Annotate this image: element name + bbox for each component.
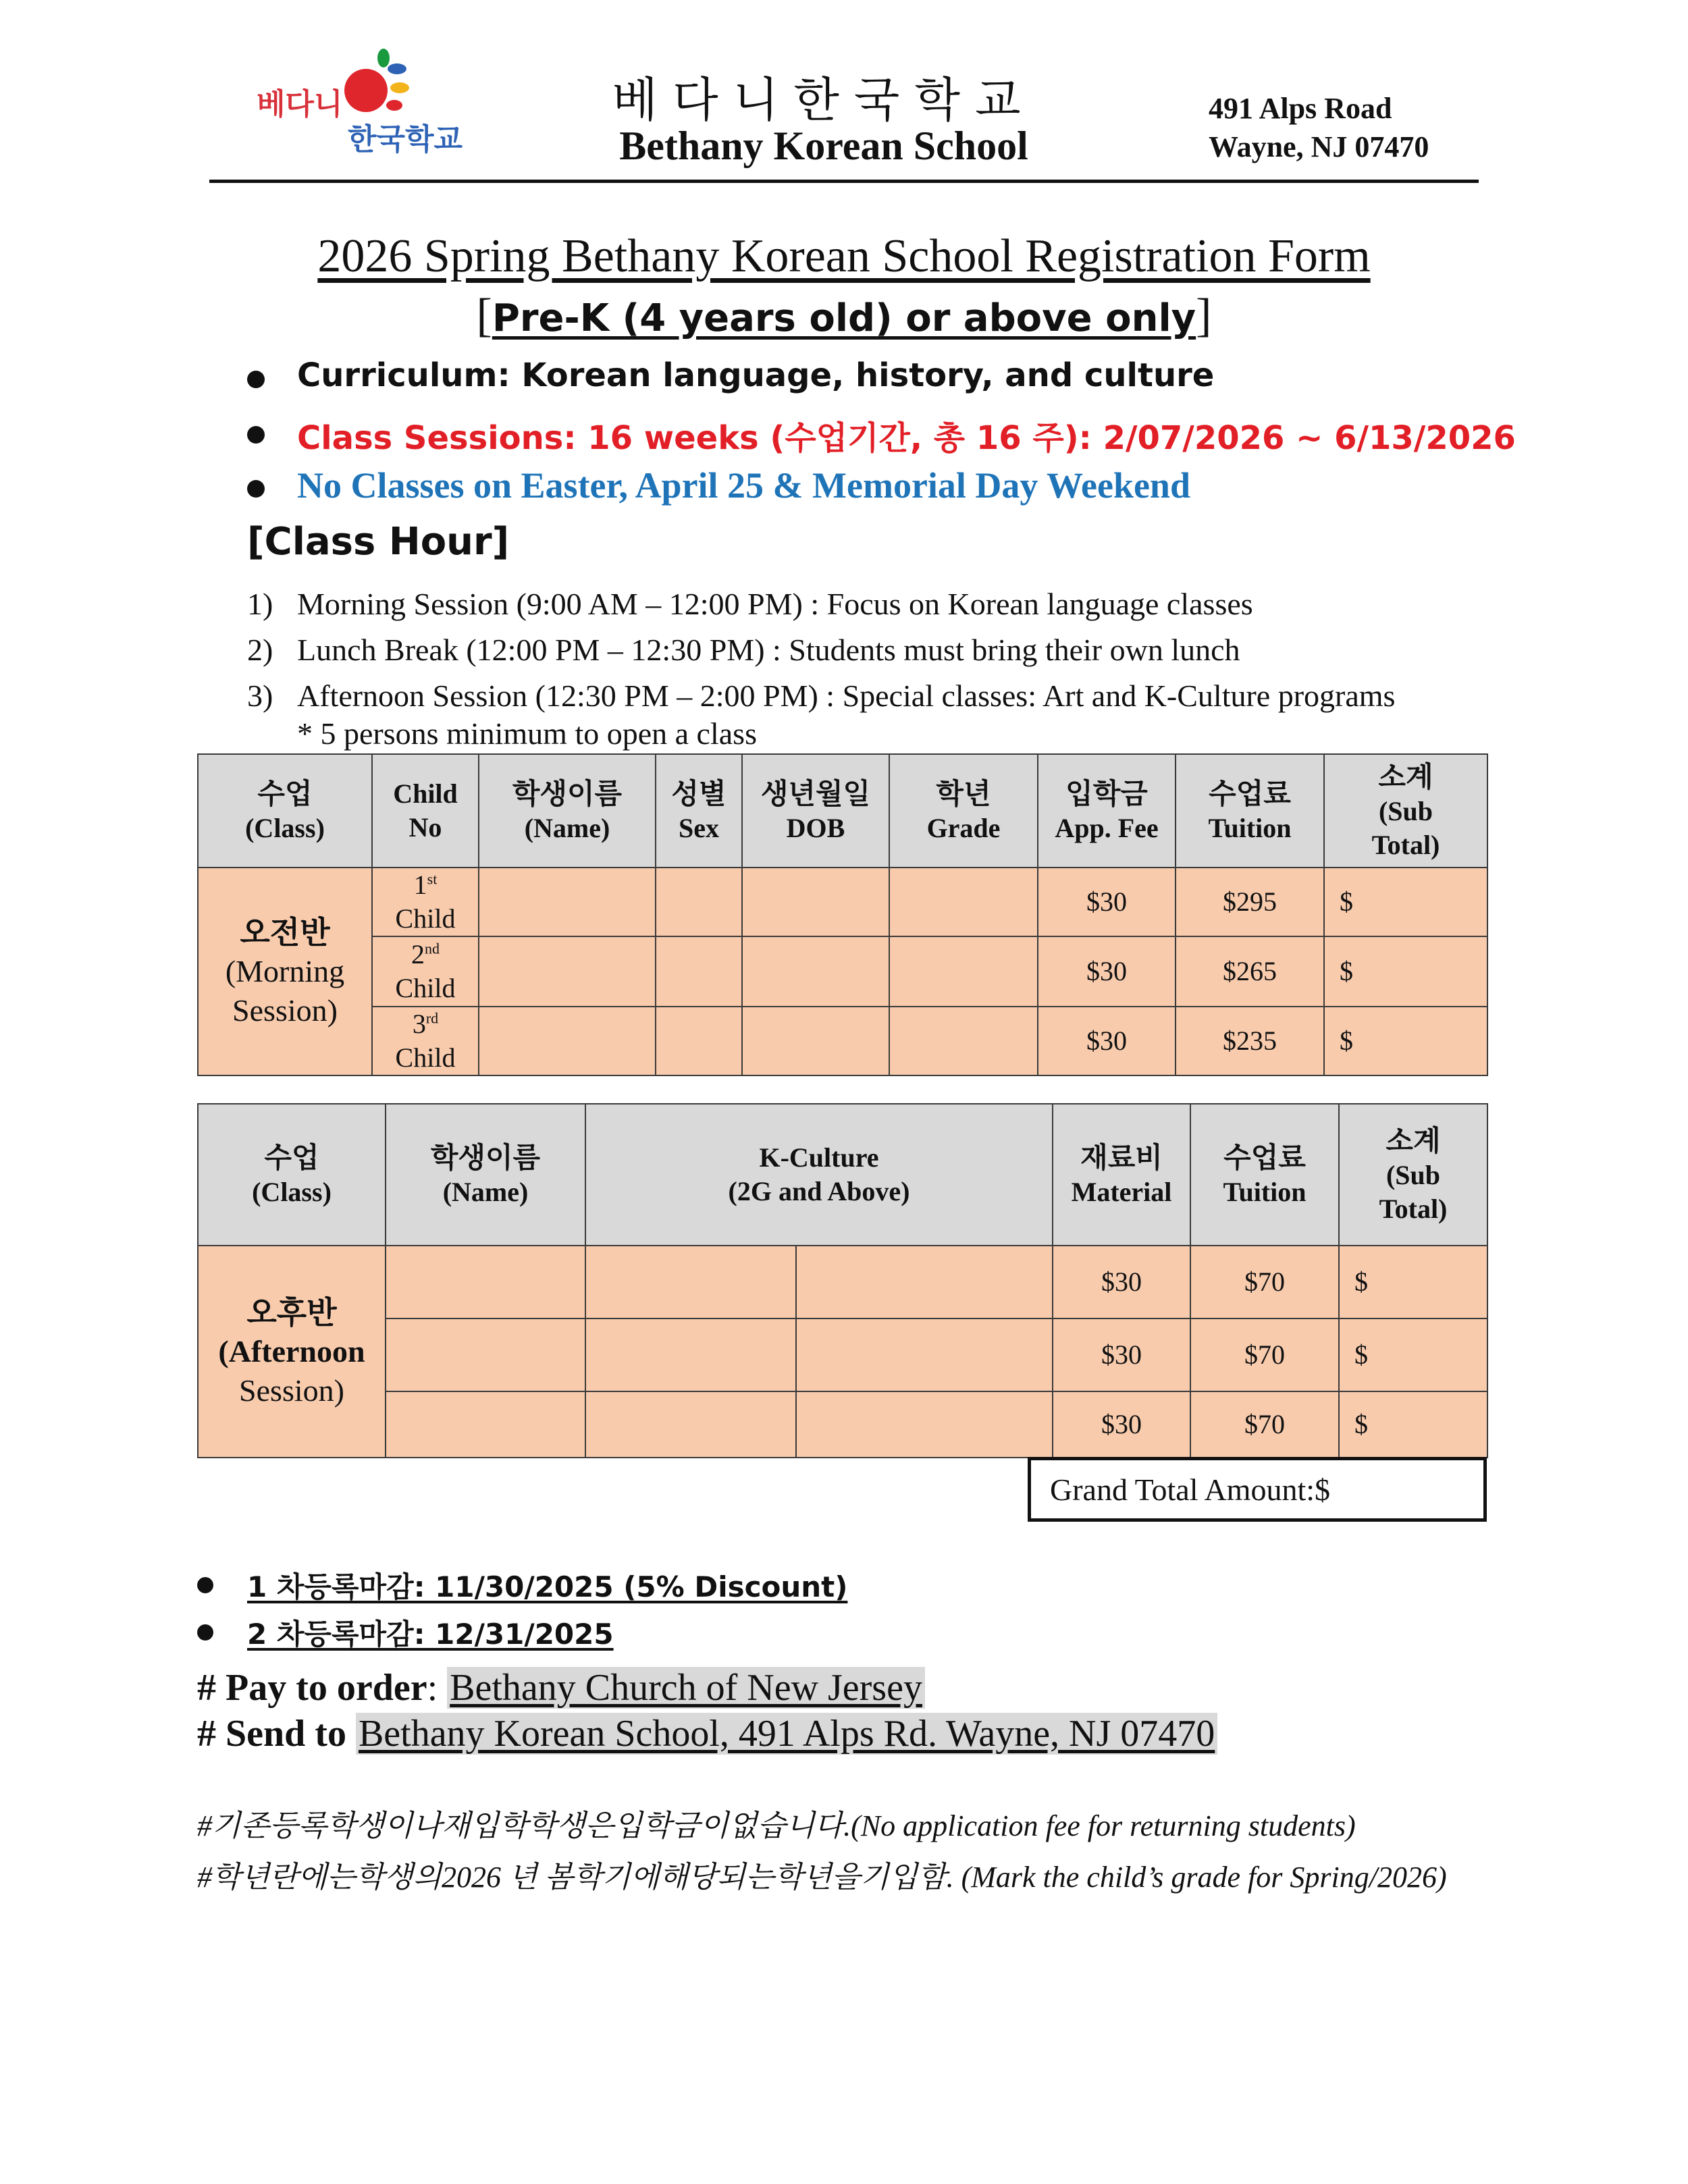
header-dob: 생년월일 DOB (742, 754, 889, 868)
morning-session-label: 오전반 (Morning Session) (198, 868, 372, 1075)
sex-field[interactable] (656, 936, 742, 1007)
tuition-cell: $295 (1176, 868, 1324, 936)
header-subtotal: 소계 (Sub Total) (1324, 754, 1487, 868)
logo-text-bottom: 한국학교 (348, 122, 463, 157)
grade-note: #학년란에는학생의2026 년 봄학기에해당되는학년을기입함. (Mark the child’s grade for Spring/2026) (197, 1861, 1447, 1894)
send-to: # Send to Bethany Korean School, 491 Alps Rd. Wayne, NJ 07470 (197, 1712, 1217, 1755)
table-row (198, 936, 1487, 1007)
material-cell: $30 (1053, 1319, 1190, 1391)
address-line-2: Wayne, NJ 07470 (1209, 130, 1429, 163)
k-culture-field[interactable] (585, 1391, 796, 1458)
pay-to-order: # Pay to order: Bethany Church of New Jersey (197, 1666, 925, 1709)
logo-text-top: 베다니 (257, 87, 343, 122)
lunch-break-info: Lunch Break (12:00 PM – 12:30 PM) : Students must bring their own lunch (297, 633, 1240, 667)
subtitle-text: Pre-K (4 years old) or above only (492, 296, 1196, 340)
item-number: 1) (247, 587, 273, 621)
bullet-dot-icon (197, 1624, 213, 1641)
child-number-cell: 2nd Child (372, 936, 479, 1007)
student-name-field[interactable] (386, 1391, 585, 1458)
table-row (198, 1391, 1487, 1458)
subtotal-field[interactable]: $ (1324, 936, 1487, 1007)
form-title: 2026 Spring Bethany Korean School Registration Form (317, 230, 1371, 282)
child-number-cell: 1st Child (372, 868, 479, 936)
header-k-culture: K-Culture (2G and Above) (585, 1104, 1053, 1246)
header-name: 학생이름 (Name) (479, 754, 656, 868)
header-child-no: Child No (372, 754, 479, 868)
k-culture-field[interactable] (585, 1246, 796, 1319)
bullet-no-classes: No Classes on Easter, April 25 & Memorial Day Weekend (297, 465, 1190, 506)
form-subtitle (0, 289, 1688, 343)
table-row (198, 1319, 1487, 1391)
header-class: 수업 (Class) (198, 754, 372, 868)
bullet-dot-icon (197, 1577, 213, 1593)
grade-field[interactable] (889, 936, 1038, 1007)
school-name-korean: 베다니한국학교 (612, 72, 1036, 128)
material-cell: $30 (1053, 1246, 1190, 1319)
k-culture-field[interactable] (796, 1319, 1053, 1391)
second-deadline: 2 차등록마감: 12/31/2025 (247, 1618, 614, 1651)
sex-field[interactable] (656, 868, 742, 936)
k-culture-field[interactable] (796, 1246, 1053, 1319)
item-number: 2) (247, 633, 273, 667)
subtotal-field[interactable]: $ (1324, 868, 1487, 936)
subtitle-open-bracket: [ (476, 290, 492, 342)
header-grade: 학년 Grade (889, 754, 1038, 868)
bullet-class-sessions: Class Sessions: 16 weeks (수업기간, 총 16 주): 2/07/2026 ~ 6/13/2026 (297, 419, 1516, 457)
dob-field[interactable] (742, 936, 889, 1007)
table-row (198, 1007, 1487, 1075)
material-cell: $30 (1053, 1391, 1190, 1458)
returning-students-note: #기존등록학생이나재입학학생은입학금이없습니다.(No application fee for returning students) (197, 1809, 1356, 1842)
first-deadline: 1 차등록마감: 11/30/2025 (5% Discount) (247, 1570, 848, 1603)
table-row (198, 1246, 1487, 1319)
app-fee-cell: $30 (1038, 868, 1176, 936)
student-name-field[interactable] (479, 868, 656, 936)
app-fee-cell: $30 (1038, 1007, 1176, 1075)
class-hour-heading: [Class Hour] (247, 520, 510, 564)
address-line-1: 491 Alps Road (1209, 92, 1392, 125)
item-number: 3) (247, 678, 273, 713)
table-row (198, 868, 1487, 936)
grand-total-label: Grand Total Amount:$ (1050, 1472, 1331, 1507)
grade-field[interactable] (889, 868, 1038, 936)
bullet-dot-icon (247, 480, 265, 498)
header-sex: 성별 Sex (656, 754, 742, 868)
tuition-cell: $235 (1176, 1007, 1324, 1075)
mailing-address: Bethany Korean School, 491 Alps Rd. Wayne, NJ 07470 (356, 1713, 1217, 1755)
table-header-row (198, 754, 1487, 868)
subtotal-field[interactable]: $ (1339, 1319, 1487, 1391)
subtotal-field[interactable]: $ (1339, 1246, 1487, 1319)
afternoon-registration-table (197, 1103, 1488, 1458)
header-class: 수업 (Class) (198, 1104, 386, 1246)
tuition-cell: $70 (1190, 1391, 1339, 1458)
bullet-curriculum: Curriculum: Korean language, history, and culture (297, 356, 1215, 394)
header-divider (209, 180, 1479, 183)
bullet-dot-icon (247, 371, 265, 388)
dob-field[interactable] (742, 868, 889, 936)
table-header-row (198, 1104, 1487, 1246)
student-name-field[interactable] (479, 1007, 656, 1075)
tuition-cell: $70 (1190, 1319, 1339, 1391)
dob-field[interactable] (742, 1007, 889, 1075)
header-app-fee: 입학금 App. Fee (1038, 754, 1176, 868)
payee-name: Bethany Church of New Jersey (447, 1667, 925, 1709)
student-name-field[interactable] (386, 1319, 585, 1391)
tuition-cell: $265 (1176, 936, 1324, 1007)
subtitle-close-bracket: ] (1196, 290, 1212, 342)
afternoon-session-info: Afternoon Session (12:30 PM – 2:00 PM) : Special classes: Art and K-Culture programs (297, 678, 1396, 713)
header-subtotal: 소계 (Sub Total) (1339, 1104, 1487, 1246)
grade-field[interactable] (889, 1007, 1038, 1075)
header-material: 재료비 Material (1053, 1104, 1190, 1246)
student-name-field[interactable] (479, 936, 656, 1007)
tuition-cell: $70 (1190, 1246, 1339, 1319)
subtotal-field[interactable]: $ (1339, 1391, 1487, 1458)
sex-field[interactable] (656, 1007, 742, 1075)
k-culture-field[interactable] (796, 1391, 1053, 1458)
app-fee-cell: $30 (1038, 936, 1176, 1007)
header-tuition: 수업료 Tuition (1176, 754, 1324, 868)
header-tuition: 수업료 Tuition (1190, 1104, 1339, 1246)
morning-session-info: Morning Session (9:00 AM – 12:00 PM) : Focus on Korean language classes (297, 587, 1253, 621)
bullet-dot-icon (247, 426, 265, 444)
minimum-persons-note: * 5 persons minimum to open a class (297, 716, 757, 751)
morning-registration-table (197, 753, 1488, 1076)
k-culture-field[interactable] (585, 1319, 796, 1391)
child-number-cell: 3rd Child (372, 1007, 479, 1075)
header-name: 학생이름 (Name) (386, 1104, 585, 1246)
afternoon-session-label: 오후반 (Afternoon Session) (198, 1246, 386, 1458)
school-name-english: Bethany Korean School (619, 124, 1028, 168)
subtotal-field[interactable]: $ (1324, 1007, 1487, 1075)
student-name-field[interactable] (386, 1246, 585, 1319)
